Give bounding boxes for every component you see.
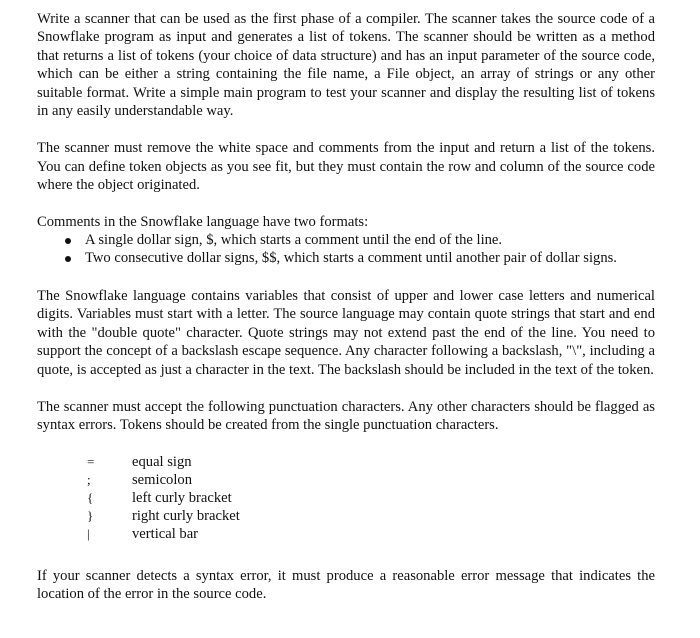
punctuation-name: left curly bracket xyxy=(132,490,232,507)
errors-paragraph: If your scanner detects a syntax error, it must produce a reasonable error message that indicates the location of the error in the source code. xyxy=(37,567,655,603)
punctuation-symbol: { xyxy=(87,490,94,506)
intro-paragraph: Write a scanner that can be used as the first phase of a compiler. The scanner takes the source code of a Snowflake program as input and generates a list of tokens. The scanner should be written as a method that returns a list of tokens (your choice of data structure) and has an input parameter of the source code, which can be either a string containing the file name, a File object, an array of strings or any other suitable format. Write a simple main program to test your scanner and display the resulting list of tokens in any easily understandable way. xyxy=(37,11,655,120)
list-item xyxy=(37,231,655,249)
punctuation-table xyxy=(37,453,655,544)
comments-intro: Comments in the Snowflake language have two formats: xyxy=(37,213,369,230)
variables-paragraph: The Snowflake language contains variables that consist of upper and lower case letters and numerical digits. Variables must start with a letter. The source language may contain quote strings that start and end with the "double quote" character. Quote strings may not extend past the end of the line. You need to support the concept of a backslash escape sequence. Any character following a backslash, "\", including a quote, is accepted as just a character in the text. The backslash should be included in the text of the token. xyxy=(37,287,655,378)
bullet-dot-icon xyxy=(65,238,71,244)
table-row xyxy=(37,489,655,507)
punctuation-paragraph: The scanner must accept the following punctuation characters. Any other characters should be flagged as syntax errors. Tokens should be created from the single punctuation characters. xyxy=(37,398,655,434)
table-row xyxy=(37,471,655,489)
punctuation-name: right curly bracket xyxy=(132,508,240,525)
punctuation-symbol: | xyxy=(87,526,90,542)
table-row xyxy=(37,507,655,525)
punctuation-name: semicolon xyxy=(132,471,192,488)
assignment-document xyxy=(37,10,655,603)
list-item xyxy=(37,249,655,267)
table-row xyxy=(37,525,655,543)
punctuation-symbol: ; xyxy=(87,471,91,487)
punctuation-symbol: } xyxy=(87,508,94,524)
bullet-dot-icon xyxy=(65,256,71,262)
punctuation-symbol: = xyxy=(87,453,95,469)
comment-format-text: A single dollar sign, $, which starts a comment until the end of the line. xyxy=(85,232,503,249)
punctuation-name: vertical bar xyxy=(132,526,199,543)
table-row xyxy=(37,453,655,471)
comment-formats-list xyxy=(37,231,655,268)
whitespace-paragraph: The scanner must remove the white space and comments from the input and return a list of the tokens. You can define token objects as you see fit, but they must contain the row and column of the source code where the object originated. xyxy=(37,140,655,194)
punctuation-name: equal sign xyxy=(132,453,192,470)
comment-format-text: Two consecutive dollar signs, $$, which starts a comment until another pair of dollar signs. xyxy=(85,250,617,267)
